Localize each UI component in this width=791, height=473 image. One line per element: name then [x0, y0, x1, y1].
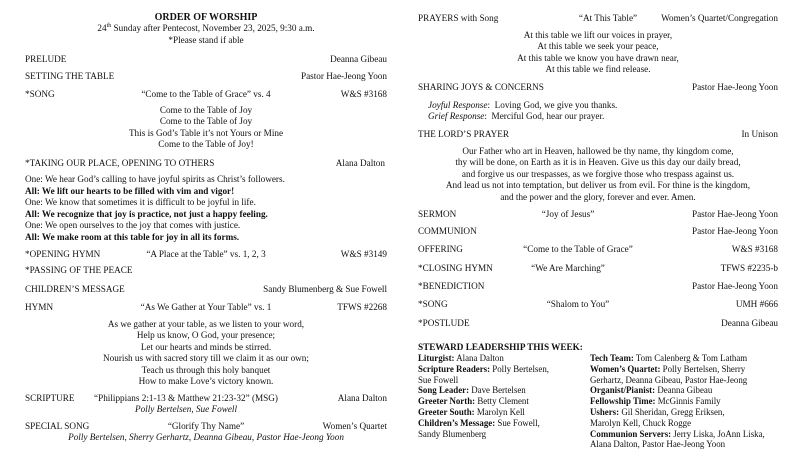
- prayer-line: And lead us not into temptation, but deliver us from evil. For thine is the kingdom,: [445, 180, 751, 191]
- offering-label: OFFERING: [418, 244, 463, 254]
- joyful-response-row: Joyful Response: Loving God, we give you thanks.: [428, 100, 618, 110]
- sharing-label: SHARING JOYS & CONCERNS: [418, 82, 544, 92]
- benediction-label: *BENEDICTION: [418, 281, 485, 291]
- opening-hymn-label: *OPENING HYMN: [25, 249, 101, 259]
- steward-names: Alana Dalton, Pastor Hae-Jeong Yoon: [590, 439, 726, 450]
- litany: [25, 174, 387, 244]
- steward-entry: [418, 364, 590, 375]
- litany-line-one: One: We open ourselves to the joy that comes with justice.: [25, 220, 241, 231]
- benediction-leader: Pastor Hae-Jeong Yoon: [691, 281, 778, 291]
- steward-entry: [418, 353, 590, 364]
- hymn-ref: TFWS #2268: [337, 302, 387, 312]
- steward-role: Song Leader:: [418, 385, 470, 396]
- prayer-line: Our Father who art in Heaven, hallowed be thy name, thy kingdom come,: [462, 146, 734, 156]
- opening-hymn-ref: W&S #3149: [340, 249, 387, 259]
- lyric-line: At this table we know you have drawn near,: [517, 52, 679, 63]
- taking-place-label: *TAKING OUR PLACE, OPENING TO OTHERS: [25, 158, 215, 168]
- special-song-label: SPECIAL SONG: [25, 421, 90, 431]
- closing-hymn-row: [418, 262, 778, 274]
- steward-names: Marolyn Kell, Chuck Rogge: [590, 417, 692, 428]
- lyric-line: At this table we lift our voices in prayer,: [523, 30, 673, 40]
- steward-names: Sandy Blumenberg: [418, 428, 487, 439]
- steward-names: Sue Fowell,: [497, 417, 540, 428]
- steward-role: Organist/Pianist:: [590, 385, 656, 396]
- special-song-singers: Polly Bertelsen, Sherry Gerhartz, Deanna Gibeau, Pastor Hae-Jeong Yoon: [68, 432, 344, 442]
- scripture-readers-row: [25, 403, 387, 415]
- litany-line-all: All: We lift our hearts to be filled with vim and vigor!: [25, 185, 235, 196]
- sermon-row: [418, 208, 778, 220]
- steward-entry: [590, 418, 780, 429]
- steward-names: McGinnis Family: [657, 396, 721, 407]
- lyric-line: Help us know, O God, your presence;: [136, 330, 276, 341]
- offering-row: [418, 243, 778, 255]
- steward-role: Women’s Quartet:: [590, 363, 661, 374]
- steward-column-2: [590, 353, 780, 450]
- steward-role: Tech Team:: [590, 353, 634, 363]
- prayer-line: thy will be done, on Earth as it is in Heaven. Give us this day our daily bread,: [455, 157, 741, 168]
- steward-names: Gerhartz, Deanna Gibeau, Pastor Hae-Jeong: [590, 374, 748, 385]
- sermon-leader: Pastor Hae-Jeong Yoon: [691, 209, 778, 219]
- ordinal-suffix: th: [106, 23, 112, 30]
- steward-names: Gil Sheridan, Gregg Eriksen,: [621, 406, 725, 417]
- litany-line-one: One: We hear God’s calling to have joyful spirits as Christ’s followers.: [25, 174, 285, 184]
- song-ref: W&S #3168: [340, 89, 387, 99]
- steward-entry: [590, 429, 780, 440]
- prayer-line: and forgive us our trespasses, as we forgive those who trespass against us.: [461, 168, 735, 179]
- steward-role: Children’s Message:: [418, 417, 496, 428]
- steward-role: Greeter South:: [418, 406, 475, 417]
- lyric-line: Teach us through this holy banquet: [141, 364, 271, 375]
- prelude-leader: Deanna Gibeau: [330, 54, 387, 64]
- steward-entry: [418, 407, 590, 418]
- special-song-leader: Women’s Quartet: [322, 421, 387, 431]
- steward-names: Polly Bertelsen,: [492, 363, 549, 374]
- steward-names: Marolyn Kell: [476, 406, 525, 417]
- closing-hymn-label: *CLOSING HYMN: [418, 263, 493, 273]
- song-lyrics: [25, 105, 387, 151]
- steward-entry: [590, 353, 780, 364]
- steward-heading: STEWARD LEADERSHIP THIS WEEK:: [418, 342, 583, 352]
- steward-entry: [418, 385, 590, 396]
- lords-prayer-leader: In Unison: [741, 129, 778, 139]
- communion-label: COMMUNION: [418, 226, 477, 236]
- grief-response-row: Grief Response: Merciful God, hear our prayer.: [428, 111, 605, 121]
- grief-response-label: Grief Response: [428, 111, 485, 121]
- sermon-label: SERMON: [418, 209, 457, 219]
- lyric-line: At this table we seek your peace,: [537, 41, 659, 52]
- lyric-line: Come to the Table of Joy: [159, 116, 253, 127]
- postlude-leader: Deanna Gibeau: [721, 318, 778, 328]
- offering-ref: W&S #3168: [731, 244, 778, 254]
- sharing-leader: Pastor Hae-Jeong Yoon: [691, 82, 778, 92]
- steward-names: Jerry Liska, JoAnn Liska,: [673, 428, 765, 439]
- special-song-singers-row: [25, 431, 387, 443]
- lyric-line: Come to the Table of Joy!: [158, 139, 254, 150]
- prayers-song-leader: Women’s Quartet/Congregation: [661, 13, 778, 23]
- steward-entry: [418, 375, 590, 386]
- lords-prayer-text: [418, 146, 778, 203]
- opening-hymn-row: [25, 248, 387, 260]
- lords-prayer-row: [418, 128, 778, 140]
- litany-line-all: All: We make room at this table for joy in all its forms.: [25, 231, 240, 242]
- steward-entry: [590, 407, 780, 418]
- steward-entry: [418, 418, 590, 429]
- hymn-label: HYMN: [25, 302, 54, 312]
- joyful-response-label: Joyful Response: [428, 100, 488, 110]
- steward-entry: [418, 429, 590, 440]
- steward-role: Ushers:: [590, 406, 620, 417]
- service-date: [25, 23, 387, 34]
- closing-hymn-title: “We Are Marching”: [531, 263, 605, 273]
- lyric-line: Let our hearts and minds be stirred.: [140, 341, 272, 352]
- steward-names: Sue Fowell: [418, 374, 459, 385]
- postlude-row: [418, 317, 778, 329]
- lyric-line: How to make Love’s victory known.: [138, 376, 274, 387]
- prayers-song-title: “At This Table”: [578, 13, 638, 23]
- prelude-label: PRELUDE: [25, 54, 67, 64]
- page-title: ORDER OF WORSHIP: [154, 12, 258, 23]
- special-song-title: “Glorify Thy Name”: [167, 421, 245, 431]
- steward-names: Deanna Gibeau: [657, 385, 713, 396]
- litany-line-all: All: We recognize that joy is practice, not just a happy feeling.: [25, 208, 268, 219]
- prelude-row: [25, 53, 387, 65]
- taking-place-leader: Alana Dalton: [335, 158, 385, 168]
- lords-prayer-label: THE LORD’S PRAYER: [418, 129, 510, 139]
- hymn-row: [25, 301, 387, 313]
- steward-column-1: [418, 353, 590, 439]
- steward-role: Scripture Readers:: [418, 363, 491, 374]
- taking-place-row: [25, 157, 387, 169]
- communion-row: [418, 225, 778, 237]
- grief-response-text: Merciful God, hear our prayer.: [491, 111, 605, 121]
- scripture-readers: Polly Bertelsen, Sue Fowell: [134, 404, 238, 414]
- steward-names: Betty Clement: [477, 396, 529, 407]
- steward-names: Alana Dalton: [456, 353, 504, 363]
- song-title: “Come to the Table of Grace” vs. 4: [141, 89, 271, 99]
- scripture-leader: Alana Dalton: [337, 393, 387, 403]
- postlude-label: *POSTLUDE: [418, 318, 470, 328]
- service-date-text: Sunday after Pentecost, November 23, 2025, 9:30 a.m.: [111, 23, 315, 34]
- prayers-song-label: PRAYERS with Song: [418, 13, 499, 23]
- passing-peace-label: *PASSING OF THE PEACE: [25, 265, 133, 275]
- steward-role: Fellowship Time:: [590, 396, 656, 407]
- steward-entry: [590, 396, 780, 407]
- prayers-song-row: [418, 12, 778, 24]
- song-closing-row: [418, 298, 778, 310]
- scripture-label: SCRIPTURE: [25, 393, 75, 403]
- passing-peace-row: [25, 264, 387, 276]
- litany-line-one: One: We know that sometimes it is difficult to be joyful in life.: [25, 197, 256, 208]
- song-closing-title: “Shalom to You”: [546, 299, 610, 309]
- lyric-line: At this table we find release.: [545, 64, 651, 75]
- childrens-message-row: [25, 283, 387, 295]
- joyful-response-text: Loving God, we give you thanks.: [494, 100, 618, 110]
- childrens-message-leader: Sandy Blumenberg & Sue Fowell: [263, 284, 387, 294]
- communion-leader: Pastor Hae-Jeong Yoon: [691, 226, 778, 236]
- steward-role: Greeter North:: [418, 396, 476, 407]
- song-label: *SONG: [25, 89, 55, 99]
- steward-entry: [590, 385, 780, 396]
- prayer-line: and the power and the glory, forever and ever. Amen.: [500, 191, 696, 202]
- song-row: [25, 88, 387, 100]
- offering-title: “Come to the Table of Grace”: [523, 244, 633, 254]
- sermon-title: “Joy of Jesus”: [541, 209, 595, 219]
- hymn-title: “As We Gather at Your Table” vs. 1: [140, 302, 272, 312]
- benediction-row: [418, 280, 778, 292]
- childrens-message-label: CHILDREN’S MESSAGE: [25, 284, 125, 294]
- header: [25, 12, 387, 46]
- opening-hymn-title: “A Place at the Table” vs. 1, 2, 3: [146, 249, 266, 259]
- sharing-row: [418, 81, 778, 93]
- song-closing-ref: UMH #666: [735, 299, 778, 309]
- lyric-line: This is God’s Table it’s not Yours or Mine: [128, 127, 284, 138]
- steward-entry: [590, 375, 780, 386]
- steward-names: Dave Bertelsen: [471, 385, 526, 396]
- lyric-line: Come to the Table of Joy: [159, 105, 253, 115]
- prayers-lyrics: [418, 30, 778, 76]
- steward-names: Polly Bertelsen, Sherry: [662, 363, 746, 374]
- steward-entry: [590, 364, 780, 375]
- setting-table-row: [25, 70, 387, 82]
- closing-hymn-ref: TFWS #2235-b: [720, 263, 778, 273]
- sunday-number: 24: [97, 23, 107, 34]
- steward-role: Liturgist:: [418, 353, 455, 363]
- scripture-title: “Philippians 2:1-13 & Matthew 21:23-32” (MSG): [94, 393, 278, 403]
- steward-entry: [590, 439, 780, 450]
- steward-entry: [418, 396, 590, 407]
- song-closing-label: *SONG: [418, 299, 448, 309]
- steward-role: Communion Servers:: [590, 428, 672, 439]
- lyric-line: As we gather at your table, as we listen to your word,: [107, 319, 305, 329]
- hymn-lyrics: [25, 319, 387, 387]
- setting-table-leader: Pastor Hae-Jeong Yoon: [300, 71, 387, 81]
- setting-table-label: SETTING THE TABLE: [25, 71, 115, 81]
- steward-names: Tom Calenberg & Tom Latham: [635, 353, 748, 363]
- lyric-line: Nourish us with sacred story till we claim it as our own;: [103, 353, 309, 364]
- stand-note: *Please stand if able: [168, 34, 244, 45]
